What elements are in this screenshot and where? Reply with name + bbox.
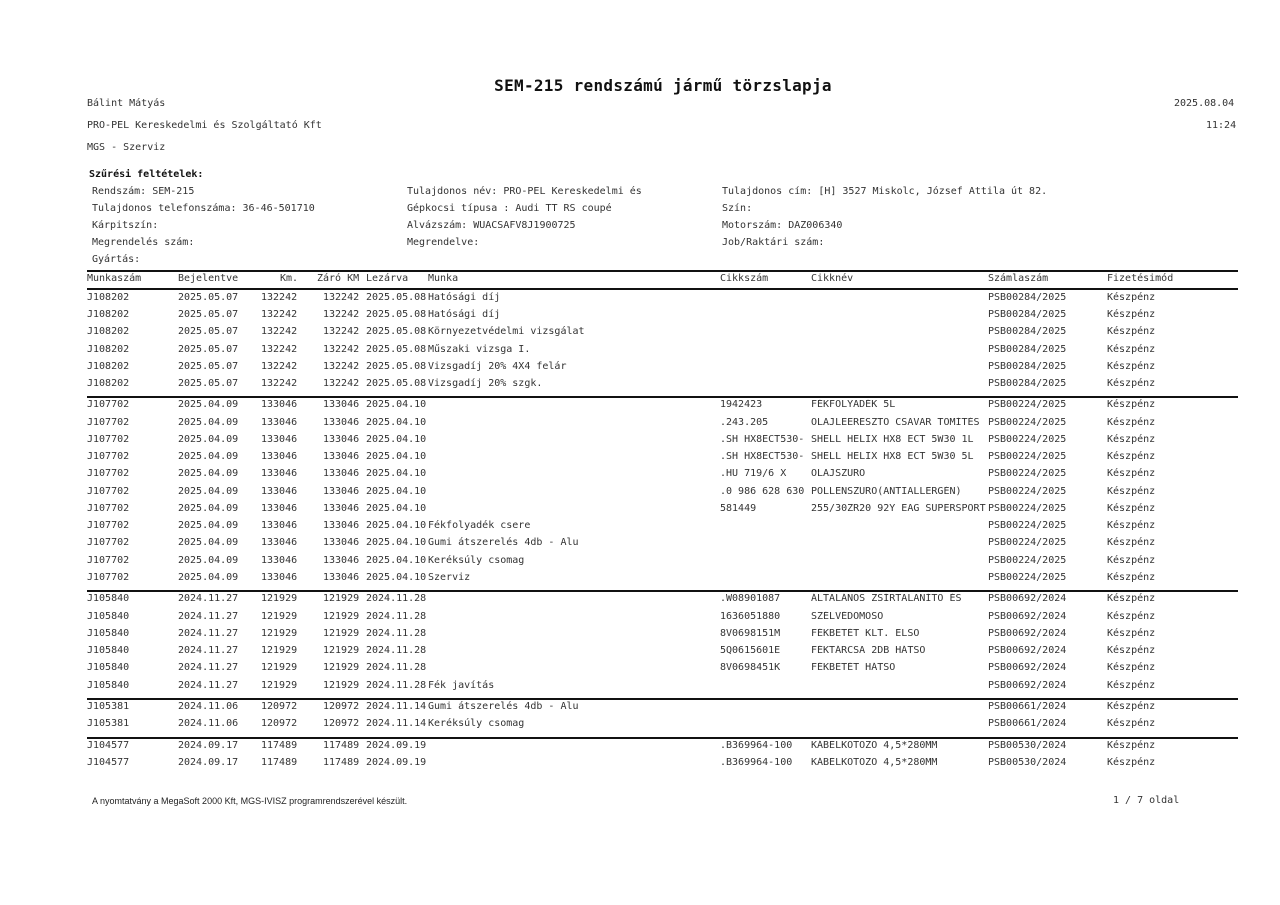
cell-munka: Gumi átszerelés 4db - Alu: [428, 701, 579, 712]
table-row: [0, 555, 1280, 572]
cell-km: 133046: [261, 503, 298, 514]
cell-lezarva: 2025.04.10: [366, 572, 427, 583]
cell-lezarva: 2025.05.08: [366, 378, 427, 389]
cell-munkaszam: J105840: [87, 628, 130, 639]
cell-fizetesimod: Készpénz: [1107, 757, 1156, 768]
cell-cikkszam: .0 986 628 630: [720, 486, 805, 497]
cell-zaro-km: 121929: [323, 628, 360, 639]
group-separator: [87, 737, 1238, 739]
cell-cikkszam: .HU 719/6 X: [720, 468, 787, 479]
cell-zaro-km: 133046: [323, 399, 360, 410]
table-row: [0, 417, 1280, 434]
cell-km: 120972: [261, 718, 298, 729]
table-row: [0, 326, 1280, 343]
cell-cikkszam: .W08901087: [720, 593, 781, 604]
cell-cikknev: FÉKFOLYADÉK 5L: [811, 399, 896, 410]
cell-km: 121929: [261, 680, 298, 691]
cell-cikknev: SZÉLVÉDŐMOSÓ: [811, 611, 884, 622]
cell-cikkszam: .B369964-100: [720, 740, 793, 751]
cell-bejelentve: 2024.11.06: [178, 718, 239, 729]
col-km: Km.: [280, 273, 299, 284]
cell-cikkszam: 1636051880: [720, 611, 781, 622]
cell-fizetesimod: Készpénz: [1107, 555, 1156, 566]
table-row: [0, 662, 1280, 679]
cell-munka: Keréksúly csomag: [428, 555, 525, 566]
cell-szamlaszam: PSB00661/2024: [988, 718, 1067, 729]
cell-szamlaszam: PSB00284/2025: [988, 292, 1067, 303]
cell-lezarva: 2025.04.10: [366, 555, 427, 566]
table-row: [0, 503, 1280, 520]
cell-munkaszam: J107702: [87, 486, 130, 497]
cell-munkaszam: J105840: [87, 611, 130, 622]
cell-zaro-km: 121929: [323, 680, 360, 691]
cell-lezarva: 2025.04.10: [366, 520, 427, 531]
cell-fizetesimod: Készpénz: [1107, 611, 1156, 622]
cell-munka: Szerviz: [428, 572, 471, 583]
col-cikknev: Cikknév: [811, 273, 854, 284]
cell-munkaszam: J105840: [87, 645, 130, 656]
cell-fizetesimod: Készpénz: [1107, 662, 1156, 673]
cell-munkaszam: J108202: [87, 326, 130, 337]
cell-szamlaszam: PSB00224/2025: [988, 555, 1067, 566]
filter-gyartas: Gyártás:: [92, 254, 141, 265]
cell-lezarva: 2025.04.10: [366, 468, 427, 479]
cell-zaro-km: 133046: [323, 451, 360, 462]
cell-cikknev: ÁLTALÁNOS ZSÍRTALANÍTÓ ÉS: [811, 593, 962, 604]
cell-munka: Fékfolyadék csere: [428, 520, 531, 531]
cell-munka: Vizsgadíj 20% 4X4 felár: [428, 361, 567, 372]
cell-munka: Hatósági díj: [428, 292, 501, 303]
cell-fizetesimod: Készpénz: [1107, 701, 1156, 712]
cell-lezarva: 2025.04.10: [366, 434, 427, 445]
cell-szamlaszam: PSB00224/2025: [988, 417, 1067, 428]
cell-cikknev: KÁBELKÖTÖZŐ 4,5*280MM: [811, 740, 938, 751]
col-munka: Munka: [428, 273, 459, 284]
table-row: [0, 486, 1280, 503]
cell-fizetesimod: Készpénz: [1107, 434, 1156, 445]
cell-km: 133046: [261, 572, 298, 583]
cell-km: 133046: [261, 468, 298, 479]
cell-lezarva: 2024.11.14: [366, 718, 427, 729]
cell-munka: Vizsgadíj 20% szgk.: [428, 378, 543, 389]
cell-cikknev: OLAJLEERESZTŐ CSAVAR TÖMÍTÉS: [811, 417, 980, 428]
cell-cikkszam: 1942423: [720, 399, 763, 410]
table-row: [0, 434, 1280, 451]
cell-munka: Gumi átszerelés 4db - Alu: [428, 537, 579, 548]
cell-szamlaszam: PSB00224/2025: [988, 486, 1067, 497]
cell-lezarva: 2024.11.14: [366, 701, 427, 712]
cell-fizetesimod: Készpénz: [1107, 680, 1156, 691]
cell-munka: Hatósági díj: [428, 309, 501, 320]
cell-fizetesimod: Készpénz: [1107, 486, 1156, 497]
cell-lezarva: 2025.05.08: [366, 344, 427, 355]
cell-lezarva: 2024.09.19: [366, 740, 427, 751]
cell-zaro-km: 121929: [323, 662, 360, 673]
cell-cikknev: POLLENSZŰRŐ(ANTIALLERGÉN): [811, 486, 962, 497]
cell-km: 133046: [261, 434, 298, 445]
table-row: [0, 645, 1280, 662]
cell-zaro-km: 121929: [323, 611, 360, 622]
filter-gepkocsi-tipus: Gépkocsi típusa : Audi TT RS coupé: [407, 203, 612, 214]
cell-fizetesimod: Készpénz: [1107, 344, 1156, 355]
cell-zaro-km: 132242: [323, 292, 360, 303]
cell-km: 121929: [261, 628, 298, 639]
cell-szamlaszam: PSB00224/2025: [988, 520, 1067, 531]
cell-lezarva: 2025.04.10: [366, 451, 427, 462]
print-time: 11:24: [1206, 120, 1237, 131]
cell-bejelentve: 2025.05.07: [178, 344, 239, 355]
cell-zaro-km: 133046: [323, 555, 360, 566]
cell-bejelentve: 2025.04.09: [178, 572, 239, 583]
cell-lezarva: 2024.11.28: [366, 680, 427, 691]
cell-munkaszam: J108202: [87, 361, 130, 372]
cell-munkaszam: J108202: [87, 344, 130, 355]
cell-km: 120972: [261, 701, 298, 712]
cell-zaro-km: 132242: [323, 344, 360, 355]
cell-szamlaszam: PSB00284/2025: [988, 326, 1067, 337]
table-header: [0, 273, 1280, 287]
col-lezarva: Lezárva: [366, 273, 409, 284]
cell-szamlaszam: PSB00661/2024: [988, 701, 1067, 712]
table-row: [0, 344, 1280, 361]
cell-bejelentve: 2025.04.09: [178, 434, 239, 445]
cell-bejelentve: 2025.04.09: [178, 468, 239, 479]
cell-fizetesimod: Készpénz: [1107, 309, 1156, 320]
cell-cikkszam: .SH HX8ECT530-: [720, 451, 805, 462]
cell-szamlaszam: PSB00224/2025: [988, 399, 1067, 410]
cell-munka: Műszaki vizsga I.: [428, 344, 531, 355]
cell-cikkszam: .SH HX8ECT530-: [720, 434, 805, 445]
user-name: Bálint Mátyás: [87, 98, 166, 109]
table-row: [0, 399, 1280, 416]
cell-km: 121929: [261, 662, 298, 673]
cell-cikkszam: .B369964-100: [720, 757, 793, 768]
filter-rendszam: Rendszám: SEM-215: [92, 186, 195, 197]
cell-km: 132242: [261, 309, 298, 320]
cell-zaro-km: 121929: [323, 593, 360, 604]
cell-cikknev: FÉKTÁRCSA 2DB HÁTSÓ: [811, 645, 926, 656]
cell-zaro-km: 117489: [323, 740, 360, 751]
print-date: 2025.08.04: [1174, 98, 1235, 109]
cell-cikknev: KÁBELKÖTÖZŐ 4,5*280MM: [811, 757, 938, 768]
cell-km: 133046: [261, 417, 298, 428]
cell-szamlaszam: PSB00692/2024: [988, 628, 1067, 639]
cell-lezarva: 2025.04.10: [366, 503, 427, 514]
cell-munkaszam: J108202: [87, 378, 130, 389]
cell-km: 121929: [261, 611, 298, 622]
cell-munkaszam: J107702: [87, 520, 130, 531]
page-title: SEM-215 rendszámú jármű törzslapja: [494, 76, 832, 95]
cell-cikknev: 255/30ZR20 92Y EAG SUPERSPORT: [811, 503, 986, 514]
cell-km: 133046: [261, 555, 298, 566]
cell-szamlaszam: PSB00224/2025: [988, 503, 1067, 514]
col-zaro-km: Záró KM: [317, 273, 360, 284]
filter-alvazszam: Alvázszám: WUACSAFV8J1900725: [407, 220, 576, 231]
cell-munkaszam: J105840: [87, 593, 130, 604]
cell-szamlaszam: PSB00224/2025: [988, 468, 1067, 479]
table-row: [0, 628, 1280, 645]
table-row: [0, 378, 1280, 395]
cell-km: 121929: [261, 593, 298, 604]
cell-fizetesimod: Készpénz: [1107, 451, 1156, 462]
col-munkaszam: Munkaszám: [87, 273, 142, 284]
table-row: [0, 740, 1280, 757]
table-row: [0, 520, 1280, 537]
cell-munka: Környezetvédelmi vizsgálat: [428, 326, 585, 337]
unit-name: MGS - Szerviz: [87, 142, 166, 153]
header-top-rule: [87, 270, 1238, 272]
cell-fizetesimod: Készpénz: [1107, 572, 1156, 583]
cell-bejelentve: 2024.11.27: [178, 662, 239, 673]
table-row: [0, 537, 1280, 554]
cell-szamlaszam: PSB00692/2024: [988, 611, 1067, 622]
cell-fizetesimod: Készpénz: [1107, 537, 1156, 548]
filter-motorszam: Motorszám: DAZ006340: [722, 220, 843, 231]
cell-zaro-km: 120972: [323, 701, 360, 712]
cell-km: 132242: [261, 292, 298, 303]
cell-munkaszam: J107702: [87, 417, 130, 428]
cell-bejelentve: 2025.04.09: [178, 555, 239, 566]
cell-cikknev: FÉKBETÉT KLT. ELSŐ: [811, 628, 920, 639]
cell-zaro-km: 132242: [323, 361, 360, 372]
cell-zaro-km: 133046: [323, 417, 360, 428]
cell-bejelentve: 2024.11.27: [178, 680, 239, 691]
cell-bejelentve: 2025.04.09: [178, 520, 239, 531]
cell-bejelentve: 2024.11.27: [178, 628, 239, 639]
cell-munkaszam: J108202: [87, 309, 130, 320]
cell-km: 132242: [261, 361, 298, 372]
cell-munkaszam: J108202: [87, 292, 130, 303]
table-row: [0, 309, 1280, 326]
table-row: [0, 701, 1280, 718]
cell-km: 133046: [261, 486, 298, 497]
cell-zaro-km: 132242: [323, 326, 360, 337]
cell-lezarva: 2025.04.10: [366, 537, 427, 548]
cell-fizetesimod: Készpénz: [1107, 718, 1156, 729]
cell-bejelentve: 2024.11.27: [178, 645, 239, 656]
filter-megrendelve: Megrendelve:: [407, 237, 480, 248]
table-row: [0, 680, 1280, 697]
cell-bejelentve: 2024.09.17: [178, 757, 239, 768]
cell-szamlaszam: PSB00224/2025: [988, 451, 1067, 462]
cell-lezarva: 2025.05.08: [366, 292, 427, 303]
group-separator: [87, 698, 1238, 700]
cell-munkaszam: J104577: [87, 757, 130, 768]
cell-cikkszam: 5Q0615601E: [720, 645, 781, 656]
cell-km: 132242: [261, 344, 298, 355]
cell-szamlaszam: PSB00530/2024: [988, 740, 1067, 751]
cell-munkaszam: J105840: [87, 680, 130, 691]
cell-zaro-km: 133046: [323, 572, 360, 583]
cell-bejelentve: 2025.05.07: [178, 326, 239, 337]
cell-szamlaszam: PSB00224/2025: [988, 572, 1067, 583]
cell-szamlaszam: PSB00224/2025: [988, 537, 1067, 548]
cell-zaro-km: 120972: [323, 718, 360, 729]
cell-munkaszam: J107702: [87, 468, 130, 479]
table-row: [0, 593, 1280, 610]
cell-szamlaszam: PSB00692/2024: [988, 645, 1067, 656]
cell-bejelentve: 2024.11.27: [178, 593, 239, 604]
table-row: [0, 292, 1280, 309]
filter-tulajdonos-nev: Tulajdonos név: PRO-PEL Kereskedelmi és: [407, 186, 642, 197]
cell-munkaszam: J105381: [87, 718, 130, 729]
cell-fizetesimod: Készpénz: [1107, 628, 1156, 639]
cell-lezarva: 2025.04.10: [366, 399, 427, 410]
cell-bejelentve: 2025.04.09: [178, 451, 239, 462]
cell-lezarva: 2025.04.10: [366, 486, 427, 497]
filter-megrendeles: Megrendelés szám:: [92, 237, 195, 248]
cell-munkaszam: J105381: [87, 701, 130, 712]
cell-munkaszam: J107702: [87, 434, 130, 445]
cell-km: 117489: [261, 757, 298, 768]
cell-km: 132242: [261, 378, 298, 389]
col-szamlaszam: Számlaszám: [988, 273, 1049, 284]
cell-munka: Keréksúly csomag: [428, 718, 525, 729]
cell-szamlaszam: PSB00284/2025: [988, 361, 1067, 372]
filter-tulajdonos-cim: Tulajdonos cím: [H] 3527 Miskolc, József Attila út 82.: [722, 186, 1048, 197]
page-indicator: 1 / 7 oldal: [1113, 795, 1180, 806]
cell-zaro-km: 132242: [323, 378, 360, 389]
filter-karpitszin: Kárpitszín:: [92, 220, 159, 231]
cell-fizetesimod: Készpénz: [1107, 378, 1156, 389]
cell-szamlaszam: PSB00692/2024: [988, 662, 1067, 673]
cell-bejelentve: 2025.04.09: [178, 399, 239, 410]
cell-bejelentve: 2024.11.27: [178, 611, 239, 622]
col-fizetesimod: Fizetésimód: [1107, 273, 1174, 284]
cell-km: 132242: [261, 326, 298, 337]
cell-lezarva: 2024.09.19: [366, 757, 427, 768]
header-bottom-rule: [87, 288, 1238, 290]
cell-lezarva: 2024.11.28: [366, 593, 427, 604]
table-row: [0, 572, 1280, 589]
cell-szamlaszam: PSB00284/2025: [988, 378, 1067, 389]
cell-munkaszam: J107702: [87, 572, 130, 583]
cell-bejelentve: 2025.04.09: [178, 503, 239, 514]
cell-cikkszam: 8V0698151M: [720, 628, 781, 639]
filter-szin: Szín:: [722, 203, 753, 214]
cell-fizetesimod: Készpénz: [1107, 503, 1156, 514]
cell-munkaszam: J107702: [87, 555, 130, 566]
cell-fizetesimod: Készpénz: [1107, 645, 1156, 656]
table-row: [0, 611, 1280, 628]
cell-fizetesimod: Készpénz: [1107, 326, 1156, 337]
cell-km: 133046: [261, 520, 298, 531]
col-cikkszam: Cikkszám: [720, 273, 769, 284]
cell-szamlaszam: PSB00692/2024: [988, 593, 1067, 604]
cell-cikkszam: .243.205: [720, 417, 769, 428]
cell-lezarva: 2025.05.08: [366, 361, 427, 372]
cell-munkaszam: J107702: [87, 451, 130, 462]
cell-szamlaszam: PSB00224/2025: [988, 434, 1067, 445]
cell-bejelentve: 2024.11.06: [178, 701, 239, 712]
cell-fizetesimod: Készpénz: [1107, 292, 1156, 303]
cell-cikkszam: 581449: [720, 503, 757, 514]
cell-munkaszam: J107702: [87, 537, 130, 548]
cell-bejelentve: 2025.05.07: [178, 361, 239, 372]
cell-cikkszam: 8V0698451K: [720, 662, 781, 673]
cell-lezarva: 2025.05.08: [366, 326, 427, 337]
cell-cikknev: SHELL HELIX HX8 ECT 5W30 5L: [811, 451, 974, 462]
filter-job-raktari: Job/Raktári szám:: [722, 237, 825, 248]
table-row: [0, 451, 1280, 468]
cell-cikknev: OLAJSZŰRŐ: [811, 468, 866, 479]
cell-fizetesimod: Készpénz: [1107, 520, 1156, 531]
cell-zaro-km: 133046: [323, 537, 360, 548]
cell-zaro-km: 117489: [323, 757, 360, 768]
cell-bejelentve: 2025.05.07: [178, 309, 239, 320]
cell-szamlaszam: PSB00530/2024: [988, 757, 1067, 768]
cell-fizetesimod: Készpénz: [1107, 417, 1156, 428]
filters-title: Szűrési feltételek:: [89, 169, 204, 180]
cell-lezarva: 2024.11.28: [366, 645, 427, 656]
table-row: [0, 718, 1280, 735]
group-separator: [87, 590, 1238, 592]
cell-munkaszam: J107702: [87, 399, 130, 410]
cell-km: 121929: [261, 645, 298, 656]
cell-lezarva: 2024.11.28: [366, 611, 427, 622]
cell-munkaszam: J105840: [87, 662, 130, 673]
table-row: [0, 468, 1280, 485]
cell-lezarva: 2025.05.08: [366, 309, 427, 320]
cell-zaro-km: 133046: [323, 468, 360, 479]
filter-telefon: Tulajdonos telefonszáma: 36-46-501710: [92, 203, 315, 214]
cell-bejelentve: 2025.05.07: [178, 292, 239, 303]
table-row: [0, 361, 1280, 378]
cell-fizetesimod: Készpénz: [1107, 361, 1156, 372]
cell-zaro-km: 133046: [323, 486, 360, 497]
cell-bejelentve: 2025.04.09: [178, 417, 239, 428]
cell-bejelentve: 2025.04.09: [178, 486, 239, 497]
cell-lezarva: 2024.11.28: [366, 662, 427, 673]
cell-lezarva: 2025.04.10: [366, 417, 427, 428]
cell-bejelentve: 2024.09.17: [178, 740, 239, 751]
cell-zaro-km: 132242: [323, 309, 360, 320]
cell-fizetesimod: Készpénz: [1107, 468, 1156, 479]
cell-km: 133046: [261, 451, 298, 462]
company-name: PRO-PEL Kereskedelmi és Szolgáltató Kft: [87, 120, 322, 131]
group-separator: [87, 396, 1238, 398]
footer-note: A nyomtatvány a MegaSoft 2000 Kft, MGS-IVISZ programrendszerével készült.: [92, 796, 408, 806]
cell-munka: Fék javítás: [428, 680, 495, 691]
cell-km: 117489: [261, 740, 298, 751]
cell-munkaszam: J107702: [87, 503, 130, 514]
cell-km: 133046: [261, 537, 298, 548]
cell-zaro-km: 133046: [323, 503, 360, 514]
cell-munkaszam: J104577: [87, 740, 130, 751]
cell-fizetesimod: Készpénz: [1107, 740, 1156, 751]
cell-szamlaszam: PSB00284/2025: [988, 309, 1067, 320]
cell-fizetesimod: Készpénz: [1107, 593, 1156, 604]
cell-bejelentve: 2025.04.09: [178, 537, 239, 548]
cell-cikknev: SHELL HELIX HX8 ECT 5W30 1L: [811, 434, 974, 445]
cell-lezarva: 2024.11.28: [366, 628, 427, 639]
cell-zaro-km: 133046: [323, 520, 360, 531]
cell-km: 133046: [261, 399, 298, 410]
cell-szamlaszam: PSB00692/2024: [988, 680, 1067, 691]
cell-cikknev: FÉKBETÉT HÁTSÓ: [811, 662, 896, 673]
cell-zaro-km: 121929: [323, 645, 360, 656]
cell-zaro-km: 133046: [323, 434, 360, 445]
col-bejelentve: Bejelentve: [178, 273, 239, 284]
cell-fizetesimod: Készpénz: [1107, 399, 1156, 410]
cell-szamlaszam: PSB00284/2025: [988, 344, 1067, 355]
cell-bejelentve: 2025.05.07: [178, 378, 239, 389]
table-row: [0, 757, 1280, 774]
